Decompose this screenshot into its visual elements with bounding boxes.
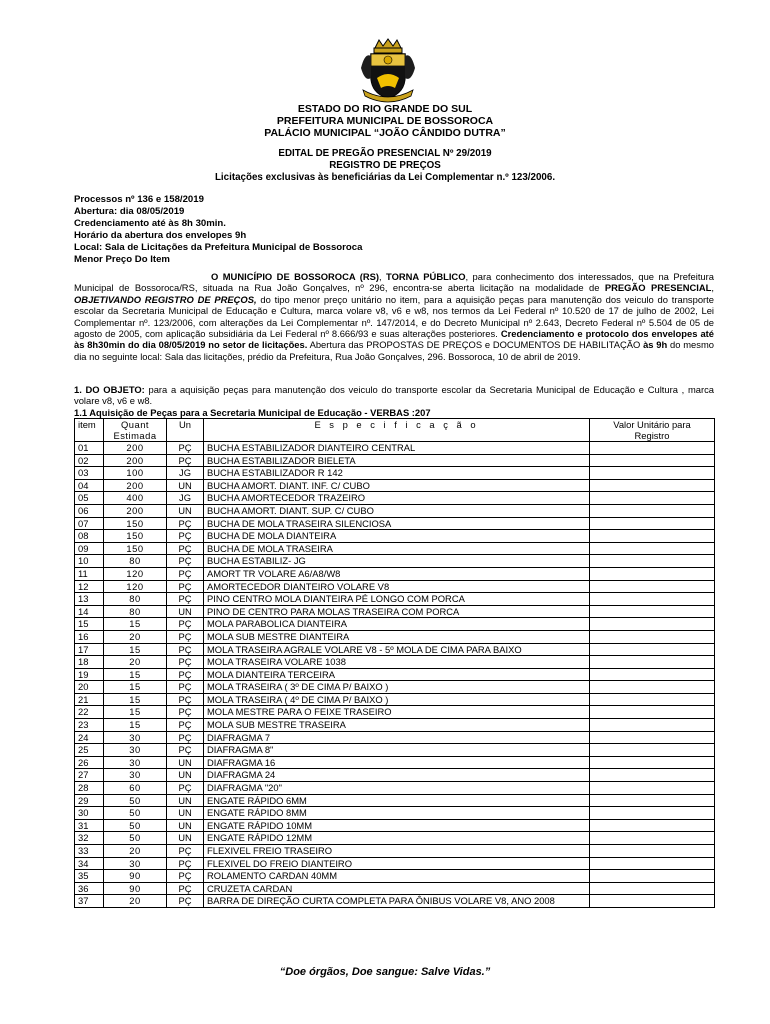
row-quantity: 150 [104, 517, 167, 530]
abertura: Abertura: dia 08/05/2019 [74, 206, 185, 217]
row-item-number: 17 [75, 643, 104, 656]
table-row [75, 467, 715, 480]
row-item-number: 25 [75, 744, 104, 757]
row-unit-value [590, 857, 715, 870]
table-row [75, 479, 715, 492]
table-row [75, 895, 715, 908]
row-unit-value [590, 479, 715, 492]
row-specification: ENGATE RÁPIDO 12MM [204, 832, 590, 845]
row-unit: PÇ [167, 542, 204, 555]
row-quantity: 15 [104, 719, 167, 732]
row-specification: BUCHA AMORTECEDOR TRAZEIRO [204, 492, 590, 505]
row-unit: PÇ [167, 693, 204, 706]
row-quantity: 80 [104, 593, 167, 606]
row-item-number: 35 [75, 870, 104, 883]
row-specification: FLEXIVEL FREIO TRASEIRO [204, 845, 590, 858]
row-unit: UN [167, 479, 204, 492]
row-quantity: 150 [104, 530, 167, 543]
header-unit: Un [167, 419, 204, 442]
row-unit-value [590, 693, 715, 706]
row-item-number: 05 [75, 492, 104, 505]
table-row [75, 555, 715, 568]
row-item-number: 20 [75, 681, 104, 694]
row-item-number: 32 [75, 832, 104, 845]
row-unit: PÇ [167, 442, 204, 455]
table-row [75, 681, 715, 694]
table-row [75, 693, 715, 706]
row-quantity: 90 [104, 870, 167, 883]
table-row [75, 530, 715, 543]
row-unit: PÇ [167, 618, 204, 631]
row-unit-value [590, 467, 715, 480]
row-unit-value [590, 756, 715, 769]
row-specification: MOLA DIANTEIRA TERCEIRA [204, 668, 590, 681]
items-table [74, 418, 715, 908]
horario-abertura: Horário da abertura dos envelopes 9h [74, 230, 247, 241]
row-quantity: 120 [104, 567, 167, 580]
row-unit-value [590, 731, 715, 744]
table-row [75, 756, 715, 769]
row-item-number: 16 [75, 630, 104, 643]
credenciamento: Credenciamento até às 8h 30min. [74, 218, 226, 229]
row-quantity: 120 [104, 580, 167, 593]
row-unit-value [590, 895, 715, 908]
objeto-subtitle: 1.1 Aquisição de Peças para a Secretaria Municipal de Educação - VERBAS :207 [74, 407, 431, 418]
row-item-number: 07 [75, 517, 104, 530]
table-row [75, 618, 715, 631]
processos: Processos nº 136 e 158/2019 [74, 194, 204, 205]
row-unit: PÇ [167, 857, 204, 870]
row-unit-value [590, 807, 715, 820]
table-row [75, 656, 715, 669]
row-unit: PÇ [167, 681, 204, 694]
row-specification: MOLA TRASEIRA AGRALE VOLARE V8 - 5º MOLA DE CIMA PARA BAIXO [204, 643, 590, 656]
row-item-number: 31 [75, 819, 104, 832]
table-row [75, 517, 715, 530]
row-item-number: 22 [75, 706, 104, 719]
row-item-number: 24 [75, 731, 104, 744]
row-unit: PÇ [167, 517, 204, 530]
row-quantity: 60 [104, 782, 167, 795]
row-unit-value [590, 706, 715, 719]
row-item-number: 01 [75, 442, 104, 455]
row-unit-value [590, 643, 715, 656]
row-unit: PÇ [167, 895, 204, 908]
row-unit-value [590, 618, 715, 631]
row-specification: DIAFRAGMA "20" [204, 782, 590, 795]
row-specification: ROLAMENTO CARDAN 40MM [204, 870, 590, 883]
row-item-number: 12 [75, 580, 104, 593]
row-unit-value [590, 442, 715, 455]
row-unit: PÇ [167, 870, 204, 883]
table-row [75, 605, 715, 618]
row-item-number: 11 [75, 567, 104, 580]
row-unit-value [590, 630, 715, 643]
row-unit: PÇ [167, 845, 204, 858]
row-item-number: 14 [75, 605, 104, 618]
row-specification: BUCHA ESTABILIZ- JG [204, 555, 590, 568]
row-unit: UN [167, 756, 204, 769]
row-specification: MOLA TRASEIRA VOLARE 1038 [204, 656, 590, 669]
row-item-number: 34 [75, 857, 104, 870]
row-unit: PÇ [167, 656, 204, 669]
table-row [75, 643, 715, 656]
row-specification: BUCHA DE MOLA DIANTEIRA [204, 530, 590, 543]
row-unit-value [590, 782, 715, 795]
row-quantity: 30 [104, 756, 167, 769]
row-quantity: 30 [104, 744, 167, 757]
row-item-number: 08 [75, 530, 104, 543]
row-unit-value [590, 504, 715, 517]
row-unit-value [590, 794, 715, 807]
row-quantity: 15 [104, 681, 167, 694]
header-quantity: Quant Estimada [104, 419, 167, 442]
header-unit-value: Valor Unitário para Registro [590, 419, 715, 442]
intro-paragraph: O MUNICÍPIO DE BOSSOROCA (RS), TORNA PÚBLICO, para conhecimento dos interessados, que na Prefeitura Municipal de Bossoroca/RS, situada na Rua João Gonçalves, nº 296, encontra-se aberta licitação na modalidade de PREGÃO PRESENCIAL, OBJETIVANDO REGISTRO DE PREÇOS, do tipo menor preço unitário no item, para a aquisição peças para manutenção dos veiculo do transporte escolar da Secretaria Municipal de Educação e Cultura, marca volare v8, v6 e w8, nos termos da Lei Federal nº 10.520 de 17 de julho de 2002, Lei Complementar nº. 123/2006, com alterações da Lei Complementar nº. 147/2014, e do Decreto Municipal nº 2.643, Decreto Federal nº 5.504 de 05 de agosto de 2005, com aplicação subsidiária da Lei Federal nº 8.666/93 e suas alterações posteriores. Credenciamento e protocolo dos envelopes até às 8h30min do dia 08/05/2019 no setor de licitações. Abertura das PROPOSTAS DE PREÇOS e DOCUMENTOS DE HABILITAÇÃO às 9h do mesmo dia no seguinte local: Sala das licitações, prédio da Prefeitura, Rua João Gonçalves, 296. Bossoroca, 10 de abril de 2019. [74, 271, 714, 362]
row-quantity: 15 [104, 706, 167, 719]
row-unit: JG [167, 467, 204, 480]
table-row [75, 504, 715, 517]
registro-title: REGISTRO DE PREÇOS [329, 160, 441, 171]
row-unit: PÇ [167, 719, 204, 732]
row-item-number: 18 [75, 656, 104, 669]
row-quantity: 200 [104, 442, 167, 455]
row-unit: UN [167, 807, 204, 820]
row-quantity: 15 [104, 618, 167, 631]
row-specification: MOLA MESTRE PARA O FEIXE TRASEIRO [204, 706, 590, 719]
row-specification: DIAFRAGMA 24 [204, 769, 590, 782]
row-item-number: 37 [75, 895, 104, 908]
row-unit: PÇ [167, 706, 204, 719]
row-quantity: 100 [104, 467, 167, 480]
row-unit: UN [167, 504, 204, 517]
row-item-number: 23 [75, 719, 104, 732]
table-row [75, 769, 715, 782]
row-specification: MOLA TRASEIRA ( 4º DE CIMA P/ BAIXO ) [204, 693, 590, 706]
table-row [75, 580, 715, 593]
row-unit-value [590, 668, 715, 681]
row-unit-value [590, 580, 715, 593]
table-row [75, 719, 715, 732]
row-quantity: 200 [104, 479, 167, 492]
row-quantity: 20 [104, 656, 167, 669]
row-unit: PÇ [167, 593, 204, 606]
table-row [75, 454, 715, 467]
table-row [75, 832, 715, 845]
row-item-number: 28 [75, 782, 104, 795]
row-quantity: 30 [104, 731, 167, 744]
row-unit: PÇ [167, 555, 204, 568]
row-unit: PÇ [167, 454, 204, 467]
table-row [75, 857, 715, 870]
header-item: item [75, 419, 104, 442]
row-specification: MOLA PARABOLICA DIANTEIRA [204, 618, 590, 631]
row-specification: MOLA TRASEIRA ( 3º DE CIMA P/ BAIXO ) [204, 681, 590, 694]
row-unit: PÇ [167, 882, 204, 895]
row-item-number: 10 [75, 555, 104, 568]
row-unit-value [590, 605, 715, 618]
row-unit-value [590, 656, 715, 669]
row-unit-value [590, 819, 715, 832]
row-specification: BUCHA ESTABILIZADOR DIANTEIRO CENTRAL [204, 442, 590, 455]
row-unit-value [590, 870, 715, 883]
row-specification: BUCHA AMORT. DIANT. INF. C/ CUBO [204, 479, 590, 492]
row-quantity: 20 [104, 630, 167, 643]
row-item-number: 03 [75, 467, 104, 480]
table-row [75, 492, 715, 505]
row-unit-value [590, 719, 715, 732]
table-row [75, 882, 715, 895]
row-unit-value [590, 882, 715, 895]
table-row [75, 807, 715, 820]
row-item-number: 33 [75, 845, 104, 858]
row-specification: MOLA SUB MESTRE TRASEIRA [204, 719, 590, 732]
row-quantity: 90 [104, 882, 167, 895]
row-unit-value [590, 517, 715, 530]
row-item-number: 36 [75, 882, 104, 895]
edital-title: EDITAL DE PREGÃO PRESENCIAL Nº 29/2019 [278, 148, 492, 159]
row-quantity: 400 [104, 492, 167, 505]
row-quantity: 50 [104, 794, 167, 807]
row-unit: UN [167, 769, 204, 782]
row-item-number: 09 [75, 542, 104, 555]
row-unit: UN [167, 819, 204, 832]
table-row [75, 819, 715, 832]
row-unit: PÇ [167, 530, 204, 543]
row-quantity: 200 [104, 454, 167, 467]
row-specification: BUCHA AMORT. DIANT. SUP. C/ CUBO [204, 504, 590, 517]
row-unit-value [590, 530, 715, 543]
row-specification: FLEXIVEL DO FREIO DIANTEIRO [204, 857, 590, 870]
row-specification: BARRA DE DIREÇÃO CURTA COMPLETA PARA ÔNIBUS VOLARE V8, ANO 2008 [204, 895, 590, 908]
row-specification: BUCHA ESTABILIZADOR BIELETA [204, 454, 590, 467]
row-specification: ENGATE RÁPIDO 6MM [204, 794, 590, 807]
row-unit-value [590, 593, 715, 606]
row-item-number: 21 [75, 693, 104, 706]
row-specification: BUCHA DE MOLA TRASEIRA [204, 542, 590, 555]
row-unit: PÇ [167, 630, 204, 643]
table-row [75, 668, 715, 681]
row-quantity: 50 [104, 807, 167, 820]
row-item-number: 13 [75, 593, 104, 606]
table-row [75, 567, 715, 580]
row-specification: ENGATE RÁPIDO 10MM [204, 819, 590, 832]
row-unit-value [590, 454, 715, 467]
table-row [75, 744, 715, 757]
footer-slogan: “Doe órgãos, Doe sangue: Salve Vidas.” [279, 966, 491, 978]
row-specification: ENGATE RÁPIDO 8MM [204, 807, 590, 820]
state-title: ESTADO DO RIO GRANDE DO SUL [297, 103, 473, 115]
table-row [75, 593, 715, 606]
row-unit-value [590, 832, 715, 845]
row-unit-value [590, 681, 715, 694]
row-unit-value [590, 492, 715, 505]
row-quantity: 200 [104, 504, 167, 517]
row-specification: BUCHA DE MOLA TRASEIRA SILENCIOSA [204, 517, 590, 530]
row-specification: AMORTECEDOR DIANTEIRO VOLARE V8 [204, 580, 590, 593]
row-specification: CRUZETA CARDAN [204, 882, 590, 895]
row-specification: PINO CENTRO MOLA DIANTEIRA PÉ LONGO COM PORCA [204, 593, 590, 606]
municipal-coat-of-arms [357, 38, 419, 104]
row-unit: JG [167, 492, 204, 505]
row-unit: UN [167, 605, 204, 618]
table-row [75, 630, 715, 643]
row-unit: UN [167, 794, 204, 807]
row-item-number: 15 [75, 618, 104, 631]
table-row [75, 845, 715, 858]
row-item-number: 06 [75, 504, 104, 517]
row-unit: PÇ [167, 580, 204, 593]
row-unit: PÇ [167, 782, 204, 795]
palace-title: PALÁCIO MUNICIPAL “JOÃO CÂNDIDO DUTRA” [264, 127, 506, 139]
local: Local: Sala de Licitações da Prefeitura Municipal de Bossoroca [74, 242, 363, 253]
row-quantity: 30 [104, 857, 167, 870]
row-item-number: 19 [75, 668, 104, 681]
row-unit-value [590, 845, 715, 858]
row-specification: AMORT TR VOLARE A6/A8/W8 [204, 567, 590, 580]
table-header-row [75, 419, 715, 442]
row-quantity: 30 [104, 769, 167, 782]
header-specification: E s p e c i f i c a ç ã o [204, 419, 590, 442]
row-specification: DIAFRAGMA 7 [204, 731, 590, 744]
menor-preco: Menor Preço Do Item [74, 254, 170, 265]
row-unit-value [590, 555, 715, 568]
row-quantity: 15 [104, 643, 167, 656]
row-quantity: 50 [104, 832, 167, 845]
row-quantity: 150 [104, 542, 167, 555]
row-unit: PÇ [167, 567, 204, 580]
row-quantity: 80 [104, 605, 167, 618]
prefecture-title: PREFEITURA MUNICIPAL DE BOSSOROCA [276, 115, 494, 127]
row-quantity: 20 [104, 845, 167, 858]
table-row [75, 794, 715, 807]
objeto-paragraph: 1. DO OBJETO: para a aquisição peças para manutenção dos veiculo do transporte escolar da Secretaria Municipal de Educação e Cultura , marca volare v8, v6 e w8. [74, 384, 714, 407]
row-item-number: 30 [75, 807, 104, 820]
row-item-number: 27 [75, 769, 104, 782]
row-unit: PÇ [167, 668, 204, 681]
row-specification: BUCHA ESTABILIZADOR R 142 [204, 467, 590, 480]
row-unit-value [590, 744, 715, 757]
row-specification: MOLA SUB MESTRE DIANTEIRA [204, 630, 590, 643]
row-specification: DIAFRAGMA 8" [204, 744, 590, 757]
row-unit-value [590, 542, 715, 555]
table-row [75, 782, 715, 795]
table-row [75, 706, 715, 719]
row-unit: PÇ [167, 643, 204, 656]
licitacoes-note: Licitações exclusivas às beneficiárias da Lei Complementar n.º 123/2006. [214, 172, 556, 183]
row-quantity: 50 [104, 819, 167, 832]
row-unit: UN [167, 832, 204, 845]
row-specification: DIAFRAGMA 16 [204, 756, 590, 769]
row-unit-value [590, 769, 715, 782]
row-item-number: 04 [75, 479, 104, 492]
table-row [75, 731, 715, 744]
row-item-number: 26 [75, 756, 104, 769]
row-quantity: 80 [104, 555, 167, 568]
table-row [75, 542, 715, 555]
row-specification: PINO DE CENTRO PARA MOLAS TRASEIRA COM PORCA [204, 605, 590, 618]
row-item-number: 29 [75, 794, 104, 807]
table-row [75, 442, 715, 455]
row-quantity: 15 [104, 668, 167, 681]
row-unit: PÇ [167, 731, 204, 744]
row-unit: PÇ [167, 744, 204, 757]
table-row [75, 870, 715, 883]
row-item-number: 02 [75, 454, 104, 467]
row-quantity: 20 [104, 895, 167, 908]
row-unit-value [590, 567, 715, 580]
row-quantity: 15 [104, 693, 167, 706]
